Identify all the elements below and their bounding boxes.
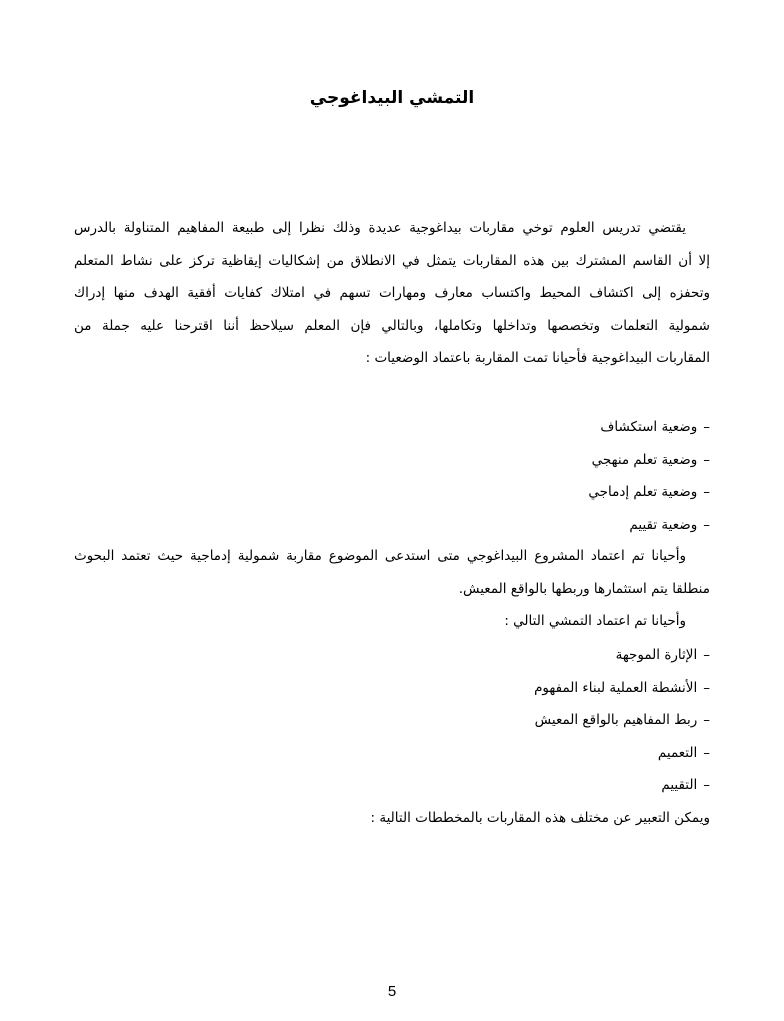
list-item-text: وضعية تقييم: [629, 516, 698, 533]
situations-list: [588, 411, 710, 541]
paragraph-line: المقاربات البيداغوجية فأحيانا تمت المقاربة باعتماد الوضعيات :: [365, 350, 710, 366]
paragraph-line: إلا أن القاسم المشترك بين هذه المقاربات يتمثل في الانطلاق من إشكاليات إيقاظية تركز على نشاط المتعلم: [74, 252, 710, 269]
list-item: [534, 704, 710, 737]
dash-bullet-icon: –: [703, 647, 710, 663]
paragraph-line: ويمكن التعبير عن مختلف هذه المقاربات بالمخططات التالية :: [370, 810, 710, 826]
dash-bullet-icon: –: [703, 712, 710, 728]
list-item: [588, 476, 710, 509]
list-item-text: التعميم: [657, 744, 698, 761]
paragraph-line: وأحيانا تم اعتماد التمشي التالي :: [504, 613, 686, 629]
process-intro: [504, 605, 710, 638]
list-item-text: ربط المفاهيم بالواقع المعيش: [534, 712, 698, 728]
list-item: [534, 639, 710, 672]
list-item: [588, 444, 710, 477]
list-item: [588, 509, 710, 542]
list-item: [534, 672, 710, 705]
list-item-text: الأنشطة العملية لبناء المفهوم: [534, 679, 698, 696]
dash-bullet-icon: –: [703, 744, 710, 761]
list-item-text: وضعية تعلم منهجي: [591, 451, 698, 468]
dash-bullet-icon: –: [703, 484, 710, 500]
list-item-text: وضعية تعلم إدماجي: [588, 484, 698, 500]
list-item-text: الإثارة الموجهة: [615, 647, 698, 663]
dash-bullet-icon: –: [703, 419, 710, 435]
paragraph-line: وأحيانا تم اعتماد المشروع البيداغوجي متى استدعى الموضوع مقاربة شمولية إدماجية حيث تعتمد البحوث: [74, 548, 686, 564]
paragraph-line: منطلقا يتم استثمارها وربطها بالواقع المعيش.: [458, 580, 710, 597]
paragraph-line: شمولية التعلمات وتخصصها وتداخلها وتكاملها، وبالتالي فإن المعلم سيلاحظ أننا اقترحنا عليه جملة من: [74, 317, 710, 334]
closing-sentence: [371, 802, 710, 835]
list-item: [588, 411, 710, 444]
dash-bullet-icon: –: [703, 451, 710, 468]
paragraph-line: وتحفزه إلى اكتشاف المحيط واكتساب معارف ومهارات تسهم في امتلاك كفايات أفقية الهدف منها إدراك: [74, 285, 710, 301]
page-number: 5: [387, 983, 397, 1000]
intro-paragraph: [74, 212, 710, 375]
dash-bullet-icon: –: [703, 777, 710, 793]
list-item: [534, 737, 710, 770]
paragraph-line: يقتضي تدريس العلوم توخي مقاربات بيداغوجية عديدة وذلك نظرا إلى طبيعة المفاهيم المتناولة بالدرس: [74, 220, 686, 236]
list-item: [534, 769, 710, 802]
dash-bullet-icon: –: [703, 516, 710, 533]
dash-bullet-icon: –: [703, 679, 710, 696]
process-steps-list: [534, 639, 710, 802]
project-paragraph: [74, 540, 710, 605]
list-item-text: وضعية استكشاف: [600, 419, 698, 435]
page-title: التمشي البيداغوجي: [309, 88, 475, 108]
list-item-text: التقييم: [661, 777, 698, 793]
